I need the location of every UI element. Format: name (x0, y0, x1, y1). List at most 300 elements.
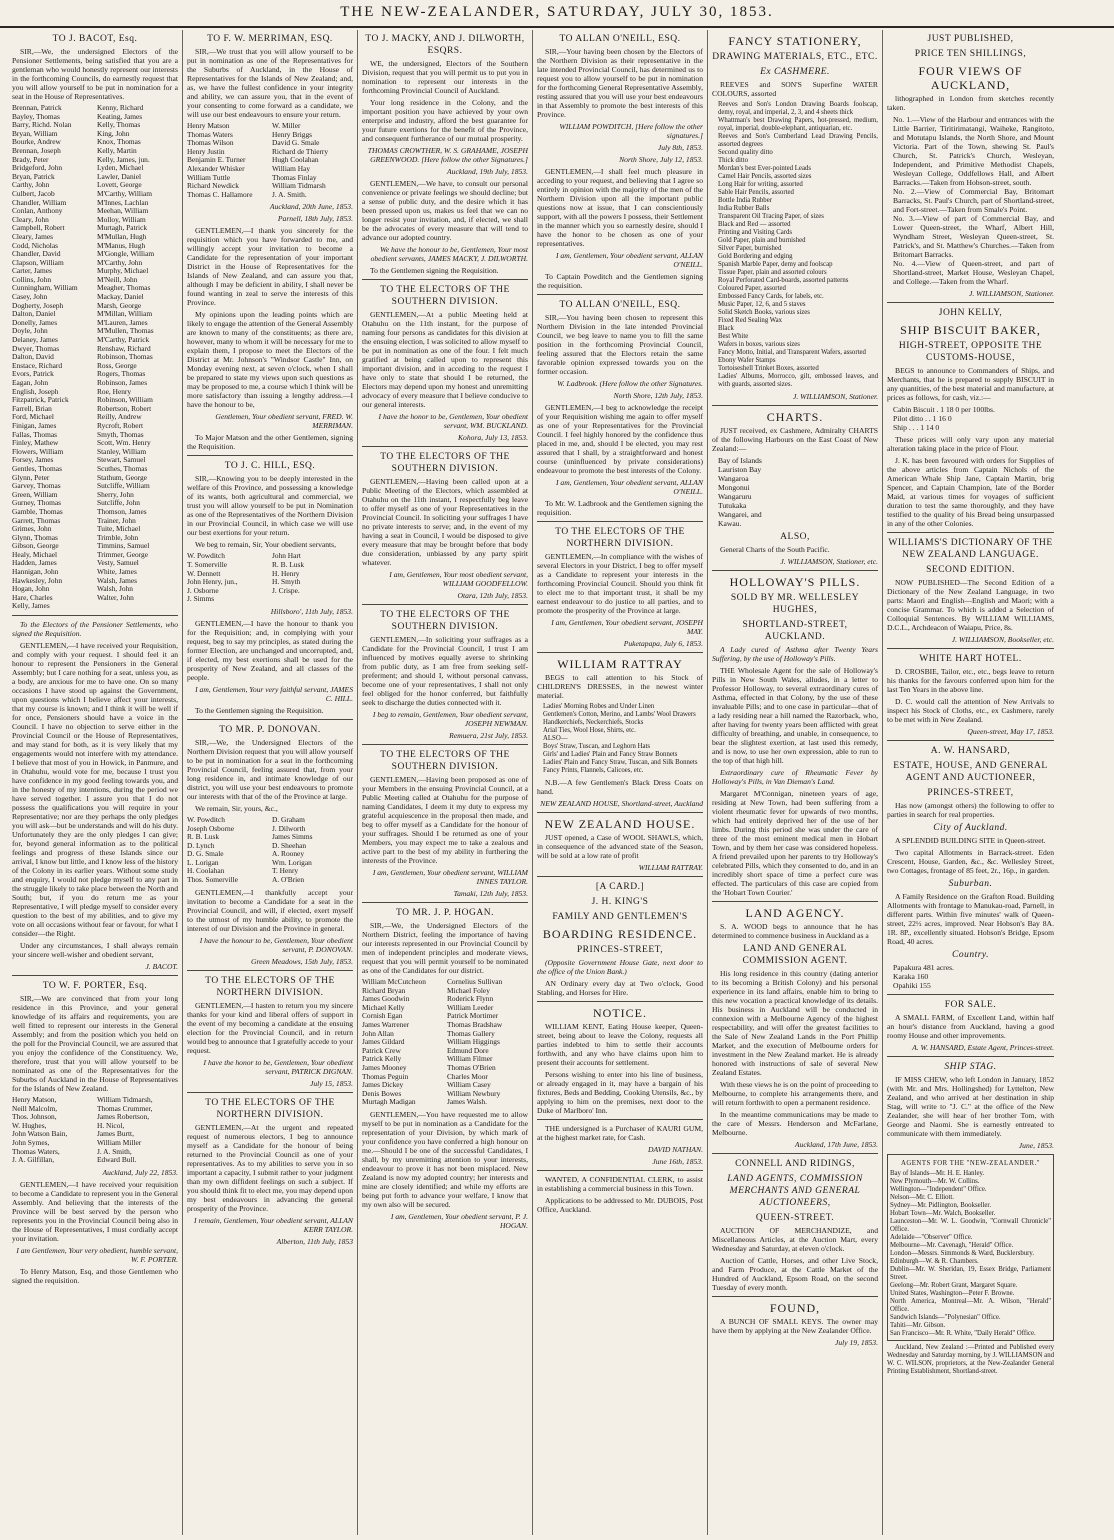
signatory-name: Grimes, John (12, 524, 52, 534)
signatory-name: John Symes, (12, 1138, 50, 1147)
signatory-name: J. Simms (187, 594, 215, 604)
signature: I have the honor to be, Gentlemen, Your obedient servant, PATRICK DIGNAN. (203, 1057, 353, 1076)
signatory-name: M'Neill, John (97, 274, 138, 284)
list-item: Wangaroa (718, 474, 749, 483)
advert-heading: SHIP BISCUIT BAKER, (900, 323, 1041, 337)
agent-entry: North America, Montreal—Mr. A. Wilson, "Herald" Office. (890, 1298, 1051, 1313)
signatory-name: Sherry, John (97, 489, 134, 499)
signatory-name: R. B. Lusk (272, 559, 305, 569)
agents-box (887, 1154, 1054, 1341)
signature: J. WILLIAMSON, Stationer. (792, 392, 878, 401)
signatory-name: Stathum, George (97, 472, 147, 482)
list-item: Gentlemen's Cotton, Merino, and Lambs' Wool Drawers (543, 711, 696, 718)
signatory-name: A. Rooney (272, 849, 305, 859)
paragraph: SIR,—You having been chosen to represent this Northern Division in the late intended Provincial Council, we beg leave to name you to fill the same position in the forthcoming Provincial Council, feeling assured that the Electors retain the same favorable opinion expressed towards you on the former occasion. (537, 313, 703, 376)
signatory-name: R. B. Lusk (187, 832, 220, 842)
signatory-name: H. Nicol, (97, 1120, 125, 1130)
signatory-name: Thomas O'Brien (447, 1062, 496, 1072)
advert-heading: CONNELL AND RIDINGS, (735, 1159, 855, 1169)
signature: THOMAS CROWTHER, W. S. GRAHAME, JOSEPH GREENWOOD. [Here follow the other Signatures.] (367, 146, 528, 164)
list-item: Arial Ties, Wool Hose, Shirts, etc. (543, 727, 636, 734)
signatory-name: Lawler, Daniel (97, 171, 142, 181)
signatory-name: Keating, James (97, 111, 143, 121)
paragraph: In the meantime communications may be made to the care of Messrs. Henderson and McFarlane, Melbourne. (712, 1110, 878, 1137)
advert-subheading: Ex CASHMERE. (760, 67, 830, 77)
advert-subheading: PRICE TEN SHILLINGS, (914, 49, 1027, 59)
signatory-name: Walter, John (97, 592, 134, 602)
signatory-name: M'Manus, Hugh (97, 240, 146, 250)
signature: WILLIAM POWDITCH, [Here follow the other signatures.] (559, 122, 703, 140)
advert-subheading: DRAWING MATERIALS, ETC., ETC. (712, 52, 878, 62)
paragraph: BEGS to call attention to his Stock of CHILDREN'S DRESSES, in the newest winter material. (537, 673, 703, 700)
heading: TO THE ELECTORS OF THE NORTHERN DIVISION. (555, 527, 685, 549)
dateline: Puketapapa, July 6, 1853. (623, 639, 703, 648)
signature: I am, Gentlemen, Your obedient servant, JOSEPH MAY. (551, 618, 703, 636)
divider (362, 446, 528, 447)
signatories-list (12, 104, 178, 611)
signatory-name: Finigan, James (12, 420, 57, 430)
signatory-name: Henry Justin (187, 146, 225, 156)
list-item: Mordan's best Ever-pointed Leads (718, 165, 812, 172)
signatory-name: William Tidmarsh (272, 181, 326, 191)
signatory-name: Tuite, Michael (97, 524, 141, 534)
signatory-name: Mackay, Daniel (97, 292, 144, 302)
advert-heading: CHARTS. (766, 410, 824, 424)
price-row: Cabin Biscuit . 1 18 0 per 100lbs. (893, 405, 995, 414)
subheading: City of Auckland. (933, 823, 1008, 833)
note: Extraordinary cure of Rheumatic Fever by Holloway's Pills, in Van Dieman's Land. (712, 768, 878, 786)
signatory-name: Robinson, James (97, 378, 148, 387)
list-item: No. 1.—View of the Harbour and entrances with the Little Barrier, Tiritirimatangi, Waiheke, Rangitoto, and Motutapu Islands, the North Shore, and Mount Victoria. Part of the Town, shewing St. Paul's Church, St. Patrick's Church, Wesleyan, Independent, and Primitive Methodist Chapels, Wesleyan College, Oddfellows Hall, and Albert Barracks.—Taken from Hobson-street, south. (893, 115, 1054, 187)
address: PRINCES-STREET, (927, 788, 1014, 798)
address: NEW ZEALAND HOUSE, Shortland-street, Auckland (540, 799, 703, 808)
paragraph: GENTLEMEN,—We have, to consult our personal convenience or private feelings we should decline; but a sense of public duty, and the desire which it has been pressed upon us, makes us feel that we can no longer resist your invitation, and, if elected, we shall be the advocates of every measure that will tend to advance our adopted country. (362, 179, 528, 242)
signatory-name: M'Carthy, John (97, 257, 143, 267)
signatory-name: Walsh, John (97, 584, 133, 594)
signatory-name: John Allan (362, 1028, 394, 1038)
paragraph: GENTLEMEN,—I thankfully accept your invitation to become a Candidate for a seat in the Provincial Council, and will, if elected, exert myself to the utmost of my humble ability, to promote the interest of our Division and the Province in general. (187, 887, 353, 933)
paragraph: JUST opened, a Case of WOOL SHAWLS, which, in consequence of the advanced state of the Season, will be sold at a low rate of profit (537, 833, 703, 860)
signatory-name: Renshaw, Richard (97, 343, 151, 353)
advert-subheading: FAMILY AND GENTLEMEN'S (552, 912, 688, 922)
signatory-name: King, John (97, 128, 130, 138)
address-note: To Henry Matson, Esq, and those Gentlemen who signed the requisition. (12, 1266, 178, 1285)
list-item: Wangarei, and (718, 510, 762, 519)
list-item: Bay of Islands (718, 456, 762, 465)
paragraph: S. A. WOOD begs to announce that he has determined to commence business in Auckland as a (712, 922, 878, 940)
signatory-name: Dogherty, Joseph (12, 300, 64, 310)
advert-heading: LAND AGENCY. (745, 906, 845, 920)
signatory-name: Bridgeford, John (12, 163, 63, 173)
heading: TO ALLAN O'NEILL, ESQ. (559, 300, 681, 310)
paragraph: Two capital Allotments in Barrack-street. Eden Crescent, House, Garden, &c., &c. Wellesley Street, two Cottages, frontage of 85 feet, 2r., 16p., in garden. (887, 848, 1054, 875)
advert-subheading: SECOND EDITION. (926, 565, 1015, 575)
list-item: No. 3.—View of part of Commercial Bay, and Lower Queen-street, the Wharf, Albert Hill, Wyndham Street, Wesleyan Queen-street, St. Patrick's, and St. Matthew's Churches.—Taken from Britomart Barracks. (893, 214, 1054, 259)
list-item: No. 4.—View of Queen-street, and part of Shortland-street, Market House, Wesleyan Chapel, and College.—Taken from the Wharf. (893, 259, 1054, 286)
dateline: July 19, 1853. (834, 1338, 878, 1347)
signatory-name: William Miller (97, 1138, 142, 1147)
heading: TO THE ELECTORS OF THE SOUTHERN DIVISION. (380, 610, 510, 632)
signatory-name: James Robertson, (97, 1112, 150, 1122)
advert-heading: SHIP STAG. (944, 1062, 997, 1072)
paragraph: GENTLEMEN,—You have requested me to allow myself to be put in nomination as a Candidate for the representation of your Division, by which mark of your confidence you have conferred a high honour on me.—Should I be one of the successful Candidates, I shall, by my unremitting attention to your interests, endeavour to prove it has not been misplaced. New Zealand is now my adopted country; her interests and mine are closely identified; and while my efforts are being put forth to advance your welfare, I know that my own also will be secured. (362, 1109, 528, 1209)
divider (362, 744, 528, 745)
label: ALSO, (780, 532, 810, 542)
paragraph: BEGS to announce to Commanders of Ships, and Merchants, that he is prepared to supply BISCUIT in any quantities, of the best material and manufacture, at prices as follows, for cash, viz.:— (887, 366, 1054, 402)
signatory-name: Eagan, John (12, 378, 49, 387)
signatory-name: James Goodwin (362, 994, 410, 1004)
signatory-name: L. Lorigan (187, 857, 219, 867)
column-4 (533, 30, 708, 1535)
agents-list (890, 1170, 1051, 1338)
acreage-row: Opahiki 155 (893, 981, 931, 990)
heading: TO THE ELECTORS OF THE SOUTHERN DIVISION. (380, 750, 510, 772)
column-2 (183, 30, 358, 1535)
signatory-name: Lyden, Michael (97, 163, 144, 173)
paragraph: A Family Residence on the Grafton Road. Building Allotments with frontage to Manukau-road, Parnell, in different parts. Within five minutes' walk of Queen-street, 22½ acres, improved. Near Hobson's Bay 8A. 1R. 8P., excellently situated. Hobson's Bridge, Epsom Road, 40 acres. (887, 892, 1054, 946)
paragraph: J. K. has been favoured with orders for Supplies of the above articles from Captain Nichols of the American Whale Ship Jane, Captain Martin, brig Spencer, and Captain Champion, late of the Border Maid, at various times for voyages of sufficient duration to test the same thoroughly, and they have testified to the quality of his Bread being unsurpassed in any of the other Colonies. (887, 456, 1054, 528)
list-item: Black (718, 325, 734, 332)
signatory-name: Fitzpatrick, Patrick (12, 395, 69, 405)
heading: TO MR. J. P. HOGAN. (395, 908, 494, 918)
signatory-name: Doyle, John (12, 326, 48, 336)
paragraph: GENTLEMEN,—I have received your Requisition, and comply with your request. I should feel it an honour to represent the Pensioners in the General Assembly; but I care nothing for a seat, unless you, as a body, are anxious for me to have one. On so many occasions I have stood up against the Government, upon questions which I believe affect your interests, that my course is known; and I think it will be well if for once, Pensioners should have a voice in the Council. I have no objection to serve either in the Provincial Council or the House of Representatives, and may stand for both, as it is very likely that my engagements would not interfere with my attendance. I believe that most of you in Howick, in Panmure, and in Otahuhu, would vote for me, because I trust you have confidence in my good feeling towards you, and in the honesty of my intentions, during the period we have served together. I assure you that I do not possess the qualifications you will require in your Representative; nor are they perhaps the only pledges you will ask—but be understands and will do his duty. Unfortunately they are the only pledges I can give; for, beyond general information as to the political feelings and progress of these Islands since our arrival, I know but little, and I know less of the history of the Colony in its earlier years. Without some study and enquiry, I would not pledge myself to any part in the struggle likely to take place between the North and South; but, if you do return me as your Representative, I will pledge myself to consider every question to the best of my abilities, and to give my vote on all occasions without fear or favour, for what I consider—the Right. (12, 641, 178, 939)
heading: TO THE ELECTORS OF THE NORTHERN DIVISION. (205, 1097, 335, 1120)
dateline: Auckland, 17th June, 1853. (794, 1140, 878, 1149)
list-item: Transparent Oil Tracing Paper, of sizes (718, 213, 824, 220)
list-item: Tissue Paper, plain and assorted colours (718, 269, 827, 276)
agent-entry: Edinburgh—W. & R. Chambers. (890, 1258, 979, 1265)
signatory-name: Barry, Richd. Nolan (12, 120, 72, 130)
paragraph: GENTLEMEN,—I shall feel much pleasure in acceding to your request, and believing that I agree so entirely in opinion with the majority of the men of the Northern Division upon all the important public questions now at issue, that I can conscientiously support, with all the powers I possess, their Settlement in the manner which you so earnestly desire, should I have the honor to be chosen as one of your representatives. (537, 167, 703, 248)
signature: I have the honor to be, Gentlemen, Your obedient servant, WM. BUCKLAND. (378, 412, 528, 430)
subheading: Country. (952, 950, 989, 960)
signatory-name: Robertson, Robert (97, 403, 152, 413)
signatory-name: Richard Newdick (187, 181, 239, 191)
acreage-list (893, 963, 1054, 990)
divider (187, 970, 353, 971)
signatory-name: Thomas Finlay (272, 172, 317, 182)
advert-heading: WILLIAM RATTRAY (557, 657, 683, 671)
paragraph: Has now (amongst others) the following to offer to parties in search for real properties. (887, 801, 1054, 819)
paragraph: SIR,—We are convinced that from your long residence in this Province, and your general knowledge of its affairs and requirements, you are well fitted to represent our interests in the General Assembly; and from the position which you held on the poll for the Provincial Council, we are assured that you enjoy the confidence of the Constituency. We, therefore, trust that you will allow yourself to be nominated as one of the Representatives for the Suburbs of Auckland in the House of Representatives for the Islands of New Zealand. (12, 994, 178, 1094)
signatory-name: M'Lauren, James (97, 317, 148, 327)
agent-entry: Adelaide—"Observer" Office. (890, 1234, 973, 1241)
divider (712, 570, 878, 571)
paragraph: JUST received, ex Cashmere, Admiralty CHARTS of the following Harbours on the East Coast of New Zealand:— (712, 426, 878, 453)
signatory-name: J. Crispe. (272, 585, 300, 595)
heading: TO J. BACOT, Esq. (52, 34, 138, 44)
signatory-name (272, 595, 353, 604)
signatory-name: William Higgings (447, 1037, 500, 1047)
signatory-name: Reilly, Andrew (97, 412, 142, 422)
agent-entry: Wellington—"Independent" Office. (890, 1186, 987, 1193)
list-item: Long Hair for writing, assorted (718, 181, 803, 188)
paragraph: GENTLEMEN,—In soliciting your suffrages as a Candidate for the Provincial Council, I trust I am influenced by motives equally averse to shrinking from public duty, as I am free from seeking self-preferment; and should I, without personal canvass, become one of your representatives, I shall not only feel obliged for the honor conferred, but faithfully seek to discharge the duties connected with it. (362, 635, 528, 707)
signatory-name: Edmund Dore (447, 1045, 489, 1055)
dateline: Auckland, 19th July, 1853. (447, 167, 528, 176)
list-item: Lauriston Bay (718, 465, 762, 474)
advert-heading: BOARDING RESIDENCE. (542, 927, 698, 941)
signatory-name: Gamble, Thomas (12, 506, 63, 516)
list-item: Gold Bordering and edging (718, 253, 793, 260)
heading: TO THE ELECTORS OF THE NORTHERN DIVISION. (205, 975, 335, 998)
paragraph: N.B.—A few Gentlemen's Black Dress Coats on hand. (537, 778, 703, 796)
list-item: Kawau. (718, 519, 742, 528)
signatory-name: Evors, Patrick (12, 369, 54, 379)
paragraph: D. CROSBIE, Tailor, etc., etc., begs leave to return his thanks for the favours conferred upon him for the last Ten Years in the above line. (887, 667, 1054, 694)
dateline: June, 1853. (1018, 1141, 1054, 1150)
signatory-name: Gurney, Thomas (12, 498, 62, 508)
signatory-name: Henry Briggs (272, 129, 313, 139)
paragraph: Auction of Cattle, Horses, and other Live Stock, and Farm Produce, at the Cattle Market of the Hundred of Auckland, Epsom Road, on the second Tuesday of every month. (712, 1256, 878, 1292)
advert-heading: FOUR VIEWS OF AUCKLAND, (918, 64, 1023, 92)
divider (362, 279, 528, 280)
paragraph: Margaret M'Connigan, nineteen years of age, residing at New Town, had been suffering from a violent rheumatic fever for upwards of two months, which had entirely deprived her of the use of her limbs. During this period she was under the care of three of the most eminent medical men in Hobart Town, and by them her case was considered hopeless. A friend prevailed upon her parents to try Holloway's celebrated Pills, which they consented to do, and in an incredibly short space of time a perfect cure was effected. The particulars of this case are copied from the 'Hobart Town Courier.' (712, 789, 878, 897)
signature: DAVID NATHAN. (647, 1145, 703, 1154)
signatory-name: William Newbury (447, 1088, 501, 1098)
signatory-name: Campbell, Robert (12, 223, 65, 233)
address-note: To the Gentlemen signing the Requisition. (370, 266, 499, 275)
signature: A. W. HANSARD, Estate Agent, Princes-street. (912, 1043, 1054, 1052)
paragraph: GENTLEMEN,—I thank you sincerely for the requisition which you have forwarded to me, and willingly accept your invitation to become a Candidate for the representation of your important District in the House of Representatives for the Islands of New Zealand, and can assure you that, although I may be deficient in ability, I shall never be found wanting in zeal to serve the interests of this Province. (187, 226, 353, 308)
signatory-name: Kelly, James, jun. (97, 154, 150, 164)
list-item: Ladies' Albums, Morrocco, gilt, embossed leaves, and with guards, assorted sizes. (718, 373, 878, 388)
signatory-name: A. O'Brien (272, 875, 305, 885)
signatory-name: Kenny, Richard (97, 103, 144, 112)
signatory-name: James Warrener (362, 1019, 410, 1029)
signatory-name: James Mooney (362, 1062, 407, 1072)
divider (712, 901, 878, 902)
paragraph: IF MISS CHEW, who left London in January, 1852 (with Mr. and Mrs. Hollingshed) for Lyttelton, New Zealand, and who arrived at her destination in ship Stag, will write to "J. C." at the office of the New Zealander, she will hear of her brother Tom, with George and Naomi. She is earnestly entreated to communicate with them immediately. (887, 1075, 1054, 1138)
signatory-name: Farrell, Brian (12, 403, 52, 413)
signatory-name: Kelly, Thomas (97, 120, 141, 130)
imprint: Auckland, New Zealand :—Printed and Published every Wednesday and Saturday morning, by J. WILLIAMSON and W. C. WILSON, proprietors, at the New-Zealander General Printing Establishment, Shortland-street. (887, 1344, 1054, 1375)
dateline: July 15, 1853. (309, 1078, 353, 1088)
signatory-name: Ford, Michael (12, 412, 54, 422)
advert-heading: WHITE HART HOTEL. (919, 654, 1022, 664)
signatory-name: M'Carthy, William (97, 188, 153, 198)
divider (537, 521, 703, 522)
list-item: Embossed Fancy Cards, for labels, etc. (718, 293, 824, 300)
newspaper-columns (8, 30, 1108, 1535)
signatory-name: James Burtt, (97, 1129, 134, 1139)
agent-entry: Melbourne—Mr. Cavenagh, "Herald" Office. (890, 1242, 1014, 1249)
advert-subheading: ESTATE, HOUSE, AND GENERAL AGENT AND AUCTIONEER, (893, 761, 1048, 783)
list-item: Fixed Red Sealing Wax (718, 317, 783, 324)
signatory-name: Patrick Kelly (362, 1054, 402, 1064)
signatory-name: J. A. Smith, (97, 1146, 132, 1156)
signatory-name: M'Gongle, William (97, 249, 155, 259)
heading: TO J. C. HILL, ESQ. (224, 461, 316, 472)
signatory-name: Robinson, William (97, 395, 153, 405)
signatory-name: M'Millan, William (97, 309, 153, 319)
paragraph: We remain, Sir, yours, &c., (195, 803, 278, 813)
signatory-name: Smyth, Thomas (97, 429, 144, 439)
signatory-name: W. Dennett (187, 568, 221, 578)
divider (537, 876, 703, 877)
signature: I am, Gentlemen, Your obedient servant, ALLAN O'NEILL. (555, 478, 703, 496)
subheading: Suburban. (948, 879, 993, 889)
signatory-name: Bayley, Thomas (12, 111, 60, 121)
list-item: Silver Paper, burnished (718, 245, 782, 252)
signatory-name: W. Miller (272, 121, 301, 130)
heading: TO W. F. PORTER, Esq. (42, 981, 148, 992)
signature: J. WILLIAMSON, Bookseller, etc. (951, 635, 1054, 644)
paragraph: Persons wishing to enter into his line of business, or already engaged in it, may have a bargain of his fixtures, Beds and Bedding, Cooking Utensils, &c., by applying to him on the premises, next door to the Duke of Marlboro' Inn. (537, 1070, 703, 1115)
signatories-list (187, 552, 353, 604)
acreage-row: Papakura 481 acres. (893, 963, 954, 972)
advert-heading: FOUND, (769, 1301, 821, 1315)
advert-heading: FOR SALE. (944, 1000, 997, 1010)
signatory-name: Thomas Waters (187, 129, 233, 139)
list-item: Ebony Wafer Stamps (718, 357, 776, 364)
signatory-name: Cleary, John (12, 214, 49, 224)
column-5 (708, 30, 883, 1535)
paragraph: General Charts of the South Pacific. (720, 545, 830, 554)
divider (887, 532, 1054, 533)
signatory-name: Codd, Nicholas (12, 240, 58, 250)
signatory-name: Rogers, Thomas (97, 369, 146, 379)
signatory-name: Meehan, William (97, 206, 149, 216)
signatory-name: William Tuttle (187, 172, 231, 182)
signatory-name: Culbert, Jacob (12, 188, 55, 198)
signatory-name: Hogan, John (12, 584, 50, 594)
paragraph: SIR,—We trust that you will allow yourself to be put in nomination as one of the Representatives for the Suburbs of Auckland, in the House of Representatives for the Islands of New Zealand; and, as, we have the fullest confidence in your integrity and ability, we can assure you, that in the event of your consenting to come forward as a candidate, we will use our best endeavours to ensure your return. (187, 47, 353, 119)
signatory-name: Sutcliffe, John (97, 498, 140, 508)
signatory-name: Carter, James (12, 266, 52, 276)
signatory-name: H. Coolahan (187, 866, 225, 876)
paragraph: SIR,—We, the undersigned Electors of the Pensioner Settlements, being satisfied that you are a gentleman who would honestly represent our interests in the forthcoming Councils, do earnestly request that you will allow yourself to be put in nomination for a seat in the House of Representatives. (12, 47, 178, 101)
signatories-list (12, 1096, 178, 1165)
list-item: Coloured Paper, assorted (718, 285, 786, 292)
signatory-name: Walsh, James (97, 575, 138, 585)
list-item: Mongonui (718, 483, 750, 492)
dateline: Parnell, 18th July, 1853. (277, 214, 353, 224)
signatory-name: D. Sheehan (272, 840, 307, 850)
signature: I have the honour to be, Gentlemen, Your obedient servant, P. DONOVAN. (199, 935, 353, 954)
signatory-name: Flowers, William (12, 446, 64, 456)
signatory-name: Henry Matson (187, 121, 230, 130)
signatory-name: W. Powditch (187, 551, 225, 561)
agents-title: AGENTS FOR THE "NEW-ZEALANDER." (900, 1160, 1041, 1167)
list-item: Handkerchiefs, Neckerchiefs, Stocks (543, 719, 644, 726)
signatory-name: Collins, John (12, 274, 52, 284)
signatory-name: Ross, George (97, 360, 137, 370)
signatory-name: H. Smyth (272, 577, 301, 587)
signatory-name: Kelly, Martin (97, 145, 137, 155)
paragraph: A BUNCH OF SMALL KEYS. The owner may have them by applying at the New Zealander Office. (712, 1317, 878, 1335)
paragraph: NOW PUBLISHED—The Second Edition of a Dictionary of the New Zealand Language, in two parts: Maori and English—English and Maori; with a concise Grammar. To which is added a Selection of Colloquial Sentences. By WILLIAM WILLIAMS, D.C.L., Archdeacon of Waiapu, Price, 8s. (887, 578, 1054, 632)
signatory-name: Sutcliffe, William (97, 481, 150, 491)
signatory-name: Scott, Wm. Henry (97, 438, 151, 448)
list-item: Black and Red — assorted (718, 221, 791, 228)
signatory-name: Chandler, William (12, 197, 67, 207)
dateline: Hillsboro', 11th July, 1853. (270, 606, 353, 616)
list-item: Reeves and Son's Cumberland Lead Drawing Pencils, assorted degrees (718, 133, 878, 148)
signature: I am, Gentlemen, Your obedient servant, ALLAN O'NEILL. (555, 251, 703, 269)
signatory-name: William Tidmarsh, (97, 1095, 153, 1105)
signatory-name: M'Mullan, Hugh (97, 231, 147, 241)
list-item: Camel Hair Pencils, assorted sizes (718, 173, 812, 180)
divider (187, 455, 353, 456)
divider (362, 902, 528, 903)
advert-heading: JUST PUBLISHED, (927, 34, 1014, 44)
paragraph: REEVES and SON'S Superfine WATER COLOURS, assorted (712, 80, 878, 98)
signatory-name: Cleary, James (12, 231, 53, 241)
signature: I remain, Gentlemen, Your obedient servant, ALLAN KERR TAYLOR. (194, 1215, 353, 1234)
dateline: Remuera, 21st July, 1853. (449, 731, 528, 740)
note: A Lady cured of Asthma after Twenty Years Suffering, by the use of Holloway's Pills. (712, 645, 878, 663)
signatory-name: Molloy, William (97, 214, 146, 224)
list-item: Wafers in boxes, various sizes (718, 341, 800, 348)
signatory-name: James Dickey (362, 1080, 404, 1090)
signatory-name: Patrick Mortimer (447, 1011, 499, 1021)
signatory-name: Wm. Lorigan (272, 857, 312, 867)
divider (712, 1153, 878, 1154)
paragraph: SIR,—Knowing you to be deeply interested in the welfare of this Province, and possessing a knowledge of its wants, both agricultural and commercial, we trust you will allow yourself to be put in Nomination as one of the Representatives of the Northern Division in our Provincial Council, in which case we will use our best exertions for your return. (187, 474, 353, 538)
item-list (718, 456, 878, 528)
paragraph: SIR,—We, the Undersigned Electors of the Northern Division request that you will allow yourself to be put in nomination for a seat in the forthcoming Provincial Council, feeling assured that, from your long residence in, and intimate knowledge of our district, you will use your best endeavours to promote our interests with that of the of the Province at large. (187, 737, 353, 801)
signature: W. Ladbrook. (Here follow the other Signatures. (557, 379, 703, 388)
signatory-name: Denis Bowes (362, 1088, 402, 1098)
advert-subheading: SOLD BY MR. WELLESLEY HUGHES, (730, 593, 860, 615)
item-list (893, 115, 1054, 286)
paragraph: lithographed in London from sketches recently taken. (887, 94, 1054, 112)
signatory-name: Hare, Charles (12, 592, 53, 602)
signatory-name: Chandler, David (12, 249, 61, 259)
signatory-name: Meagher, Thomas (97, 283, 151, 293)
divider (887, 302, 1054, 303)
signatory-name: Bryan, Patrick (12, 171, 55, 181)
dateline: Kohora, July 13, 1853. (457, 433, 528, 442)
divider (887, 740, 1054, 741)
signatory-name: Donelly, James (12, 317, 58, 327)
signatory-name: Delaney, James (12, 335, 58, 345)
paragraph: GENTLEMEN,—I have the honour to thank you for the Requisition; and, in complying with your request, beg to say my principles, as stated during the former Election, are unchanged and uncorrupted, and, if elected, my best exertions shall be used for the prosperity of New Zealand, and all classes of the people. (187, 618, 353, 682)
signatory-name: Knox, Thomas (97, 137, 141, 147)
advert-heading: FANCY STATIONERY, (728, 34, 862, 48)
address-note: To the Gentlemen signing the Requisition. (195, 705, 324, 715)
signatory-name: D. G. Smale (187, 849, 224, 859)
price-list (893, 405, 1054, 432)
signatory-name: Trainer, John (97, 515, 136, 525)
advert-heading: HOLLOWAY'S PILLS. (729, 575, 861, 589)
signatory-name: Alexander Whisker (187, 163, 245, 173)
divider (187, 719, 353, 720)
agent-entry: Nelson—Mr. C. Elliott. (890, 1194, 955, 1201)
signatory-name: Thomas Wilson (187, 138, 234, 148)
note: (Opposite Government House Gate, next door to the office of the Union Bank.) (537, 958, 703, 976)
divider (12, 975, 178, 976)
signatory-name: Thomas Crummer, (97, 1103, 153, 1113)
advert-heading: J. H. KING'S (591, 897, 649, 907)
price-row: Pilot ditto . . 1 16 0 (893, 414, 952, 423)
signatory-name: Cunningham, William (12, 283, 78, 293)
signatory-name: Marsh, George (97, 300, 142, 310)
agent-entry: Sydney—Mr. Pidlington, Bookseller. (890, 1202, 992, 1209)
paragraph: GENTLEMEN,—I have received your requisition to become a Candidate to represent you in the General Assembly. And believing that the interests of the Province will be best served by the person who represents you in the Provincial Council being also in the House of Representatives, I must cordially accept your invitation. (12, 1179, 178, 1243)
list-item: Gold Paper, plain and burnished (718, 237, 806, 244)
paragraph: GENTLEMEN,—I hasten to return you my sincere thanks for your kind and liberal offers of support in the event of my becoming a candidate at the ensuing election for the Provincial Council, and in return would beg to announce that I gratefully accede to your request. (187, 1000, 353, 1055)
list-item: Ladies' Plain and Fancy Straw, Tuscan, and Silk Bonnets (543, 759, 698, 766)
divider (712, 1296, 878, 1297)
divider (362, 604, 528, 605)
advert-subheading: LAND AGENTS, COMMISSION MERCHANTS AND GENERAL AUCTIONEERS, (727, 1174, 863, 1208)
paragraph: SIR,—We, the Undersigned Electors of the Northern District, feeling the importance of having our interests represented in our Provincial Council by men of independent principles and moderate views, request that you will permit yourself to be nominated as one of the Candidates for our district. (362, 921, 528, 975)
agent-entry: London—Messrs. Simmonds & Ward, Bucklersbury. (890, 1250, 1035, 1257)
list-item: Music Paper, 12, 6, and 5 staves (718, 301, 806, 308)
